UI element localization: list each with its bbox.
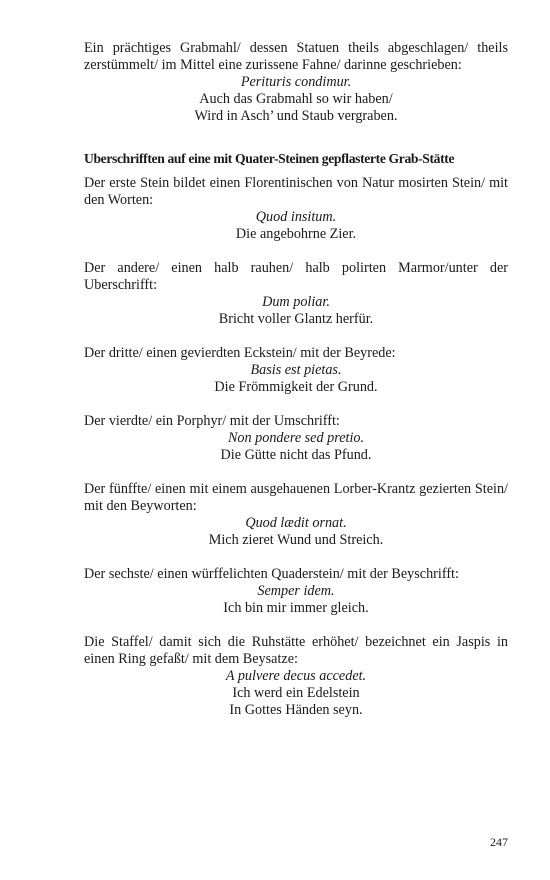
entry-verse: Die Gütte nicht das Pfund. — [220, 447, 372, 463]
entry-1 — [84, 175, 508, 243]
entry-text: Die Staffel/ damit sich die Ruhstätte erhöhet/ bezeichnet ein Jaspis in einen Ring gefaßt/ mit dem Beysatze: — [84, 634, 508, 667]
entry-text: Der fünffte/ einen mit einem ausgehauenen Lorber-Krantz gezierten Stein/ mit den Beyworten: — [84, 481, 508, 514]
entry-3 — [84, 345, 508, 396]
entry-motto: Quod lædit ornat. — [245, 515, 347, 531]
intro-text: Ein prächtiges Grabmahl/ dessen Statuen theils abgeschlagen/ theils zerstümmelt/ im Mittel eine zurissene Fahne/ darinne geschrieben: — [84, 40, 508, 73]
intro-motto: Perituris condimur. — [240, 74, 352, 90]
entry-verse: Ich werd ein Edelstein — [232, 685, 360, 701]
entry-verse: Bricht voller Glantz herfür. — [218, 311, 374, 327]
entry-text: Der dritte/ einen gevierdten Eckstein/ mit der Beyrede: — [84, 345, 396, 361]
entry-motto: Quod insitum. — [255, 209, 337, 225]
entry-verse: Ich bin mir immer gleich. — [223, 600, 369, 616]
page-body — [84, 40, 508, 719]
entry-verse: In Gottes Händen seyn. — [229, 702, 363, 718]
entry-5 — [84, 481, 508, 549]
entry-text: Der vierdte/ ein Porphyr/ mit der Umschrifft: — [84, 413, 340, 429]
entry-6 — [84, 566, 508, 617]
entry-verse: Die Frömmigkeit der Grund. — [214, 379, 378, 395]
intro-verse-1: Auch das Grabmahl so wir haben/ — [199, 91, 393, 107]
entry-text: Der erste Stein bildet einen Florentinischen von Natur mosirten Stein/ mit den Worten: — [84, 175, 508, 208]
entry-text: Der sechste/ einen würffelichten Quaderstein/ mit der Beyschrifft: — [84, 566, 459, 582]
entry-motto: Semper idem. — [257, 583, 335, 599]
entry-2 — [84, 260, 508, 328]
entry-motto: Non pondere sed pretio. — [227, 430, 365, 446]
entry-7 — [84, 634, 508, 719]
entry-motto: A pulvere decus accedet. — [225, 668, 367, 684]
entry-verse: Mich zieret Wund und Streich. — [208, 532, 384, 548]
section-heading: Uberschrifften auf eine mit Quater-Steinen gepflasterte Grab-Stätte — [84, 151, 455, 166]
entry-motto: Dum poliar. — [262, 294, 330, 310]
page-number: 247 — [490, 835, 508, 849]
intro-verse-2: Wird in Asch’ und Staub vergraben. — [194, 108, 398, 124]
intro-block — [84, 40, 508, 125]
entry-verse: Die angebohrne Zier. — [235, 226, 357, 242]
entry-4 — [84, 413, 508, 464]
entry-text: Der andere/ einen halb rauhen/ halb polirten Marmor/unter der Uberschrifft: — [84, 260, 508, 293]
entry-motto: Basis est pietas. — [250, 362, 342, 378]
